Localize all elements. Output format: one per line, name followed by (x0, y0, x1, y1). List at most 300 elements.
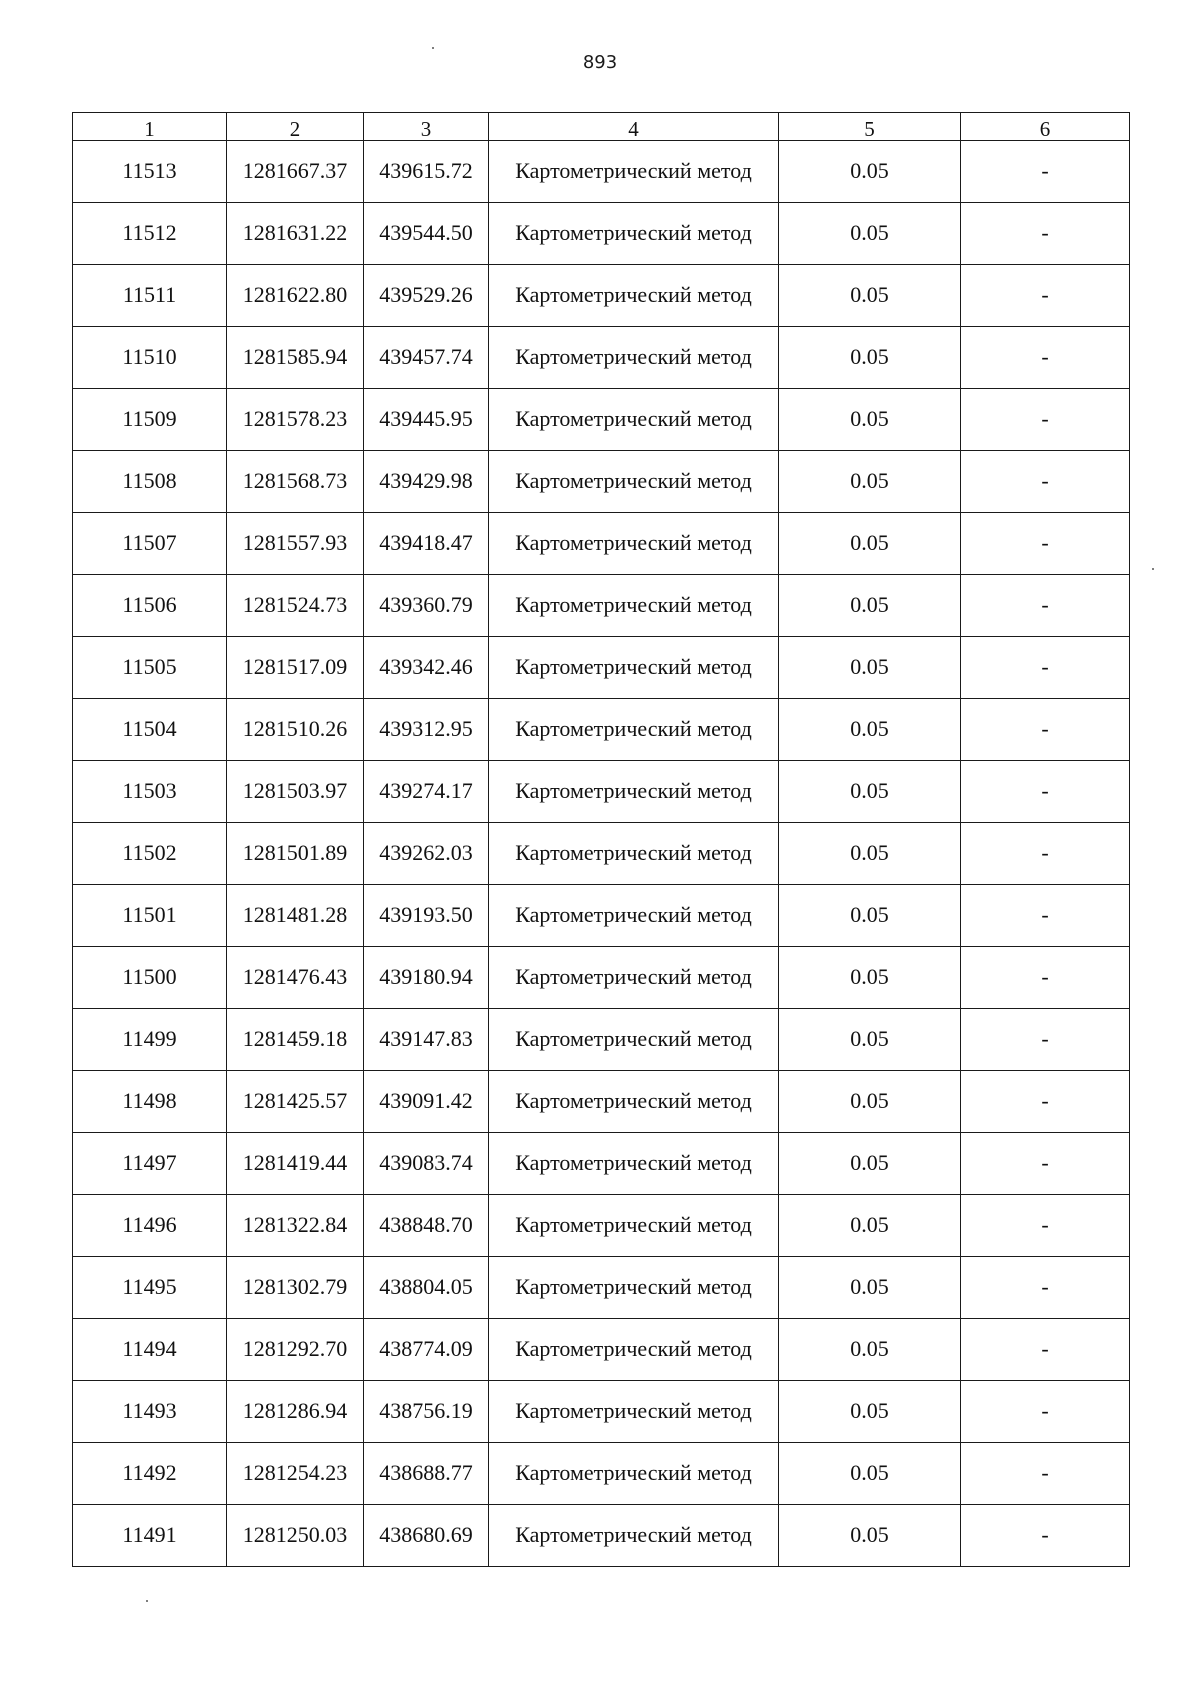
accuracy-cell (779, 761, 961, 823)
cell-text: Картометрический метод (515, 653, 752, 679)
method-cell (489, 885, 779, 947)
cell-text: - (1041, 529, 1049, 555)
cell-text: 1281667.37 (242, 157, 348, 183)
cell-text: 439262.03 (379, 839, 473, 865)
x-coordinate-cell (227, 823, 364, 885)
accuracy-cell (779, 389, 961, 451)
table-row (73, 823, 1130, 885)
cell-text: 11505 (122, 653, 177, 679)
cell-text: Картометрический метод (515, 1149, 752, 1175)
cell-text: Картометрический метод (515, 1335, 752, 1361)
accuracy-cell (779, 823, 961, 885)
accuracy-cell (779, 1257, 961, 1319)
accuracy-cell (779, 1071, 961, 1133)
method-cell (489, 699, 779, 761)
cell-text: Картометрический метод (515, 963, 752, 989)
cell-text: 0.05 (850, 839, 889, 865)
note-cell (961, 1505, 1130, 1567)
table-row (73, 1133, 1130, 1195)
x-coordinate-cell (227, 327, 364, 389)
y-coordinate-cell (364, 823, 489, 885)
cell-text: 0.05 (850, 901, 889, 927)
cell-text: 11494 (122, 1335, 177, 1361)
cell-text: - (1041, 1521, 1049, 1547)
cell-text: 439091.42 (379, 1087, 473, 1113)
note-cell (961, 141, 1130, 203)
x-coordinate-cell (227, 265, 364, 327)
cell-text: - (1041, 1149, 1049, 1175)
table-row (73, 1009, 1130, 1071)
cell-text: - (1041, 1459, 1049, 1485)
y-coordinate-cell (364, 1319, 489, 1381)
accuracy-cell (779, 1009, 961, 1071)
cell-text: 11498 (122, 1087, 177, 1113)
table-row (73, 699, 1130, 761)
cell-text: 11491 (122, 1521, 177, 1547)
table-row (73, 947, 1130, 1009)
cell-text: 0.05 (850, 777, 889, 803)
cell-text: - (1041, 1397, 1049, 1423)
method-cell (489, 513, 779, 575)
cell-text: Картометрический метод (515, 1521, 752, 1547)
cell-text: 1281322.84 (242, 1211, 348, 1237)
cell-text: - (1041, 591, 1049, 617)
x-coordinate-cell (227, 203, 364, 265)
table-row (73, 1505, 1130, 1567)
column-header: 3 (364, 113, 489, 141)
cell-text: 439180.94 (379, 963, 473, 989)
point-number-cell (73, 947, 227, 1009)
point-number-cell (73, 327, 227, 389)
y-coordinate-cell (364, 885, 489, 947)
x-coordinate-cell (227, 451, 364, 513)
cell-text: 0.05 (850, 1273, 889, 1299)
note-cell (961, 1133, 1130, 1195)
table-body (73, 141, 1130, 1567)
cell-text: 11502 (122, 839, 177, 865)
note-cell (961, 513, 1130, 575)
cell-text: - (1041, 839, 1049, 865)
table-row (73, 575, 1130, 637)
point-number-cell (73, 1505, 227, 1567)
method-cell (489, 1071, 779, 1133)
cell-text: 439529.26 (379, 281, 473, 307)
table-row (73, 327, 1130, 389)
cell-text: Картометрический метод (515, 529, 752, 555)
cell-text: Картометрический метод (515, 467, 752, 493)
y-coordinate-cell (364, 1195, 489, 1257)
point-number-cell (73, 637, 227, 699)
cell-text: 0.05 (850, 1087, 889, 1113)
method-cell (489, 637, 779, 699)
method-cell (489, 1195, 779, 1257)
cell-text: 0.05 (850, 653, 889, 679)
x-coordinate-cell (227, 1071, 364, 1133)
x-coordinate-cell (227, 513, 364, 575)
point-number-cell (73, 513, 227, 575)
cell-text: 438774.09 (379, 1335, 473, 1361)
cell-text: 11503 (122, 777, 177, 803)
table-header (73, 113, 1130, 141)
cell-text: 439418.47 (379, 529, 473, 555)
cell-text: 11501 (122, 901, 177, 927)
method-cell (489, 1381, 779, 1443)
cell-text: 11507 (122, 529, 177, 555)
cell-text: Картометрический метод (515, 777, 752, 803)
point-number-cell (73, 1443, 227, 1505)
point-number-cell (73, 1009, 227, 1071)
method-cell (489, 265, 779, 327)
cell-text: 438848.70 (379, 1211, 473, 1237)
y-coordinate-cell (364, 141, 489, 203)
cell-text: 439457.74 (379, 343, 473, 369)
point-number-cell (73, 141, 227, 203)
cell-text: 0.05 (850, 467, 889, 493)
column-header: 4 (489, 113, 779, 141)
x-coordinate-cell (227, 141, 364, 203)
accuracy-cell (779, 1381, 961, 1443)
cell-text: 1281578.23 (242, 405, 348, 431)
y-coordinate-cell (364, 575, 489, 637)
cell-text: 1281254.23 (242, 1459, 348, 1485)
y-coordinate-cell (364, 265, 489, 327)
cell-text: 1281622.80 (242, 281, 348, 307)
accuracy-cell (779, 203, 961, 265)
table-row (73, 1257, 1130, 1319)
x-coordinate-cell (227, 947, 364, 1009)
cell-text: - (1041, 1025, 1049, 1051)
cell-text: 1281419.44 (242, 1149, 348, 1175)
note-cell (961, 1071, 1130, 1133)
point-number-cell (73, 1071, 227, 1133)
scan-speck (1152, 568, 1154, 570)
cell-text: 1281585.94 (242, 343, 348, 369)
method-cell (489, 1009, 779, 1071)
y-coordinate-cell (364, 1381, 489, 1443)
cell-text: 11510 (122, 343, 177, 369)
cell-text: Картометрический метод (515, 591, 752, 617)
cell-text: 438680.69 (379, 1521, 473, 1547)
x-coordinate-cell (227, 389, 364, 451)
table-row (73, 265, 1130, 327)
cell-text: 1281557.93 (242, 529, 348, 555)
method-cell (489, 947, 779, 1009)
cell-text: - (1041, 405, 1049, 431)
x-coordinate-cell (227, 699, 364, 761)
cell-text: Картометрический метод (515, 405, 752, 431)
cell-text: 1281459.18 (242, 1025, 348, 1051)
cell-text: Картометрический метод (515, 281, 752, 307)
cell-text: 438804.05 (379, 1273, 473, 1299)
cell-text: Картометрический метод (515, 1087, 752, 1113)
cell-text: Картометрический метод (515, 1397, 752, 1423)
note-cell (961, 1319, 1130, 1381)
cell-text: 1281501.89 (242, 839, 348, 865)
note-cell (961, 327, 1130, 389)
scan-speck (146, 1600, 148, 1602)
table-row (73, 203, 1130, 265)
x-coordinate-cell (227, 1381, 364, 1443)
method-cell (489, 823, 779, 885)
point-number-cell (73, 761, 227, 823)
cell-text: 0.05 (850, 219, 889, 245)
accuracy-cell (779, 575, 961, 637)
method-cell (489, 1133, 779, 1195)
x-coordinate-cell (227, 1257, 364, 1319)
cell-text: 1281425.57 (242, 1087, 348, 1113)
note-cell (961, 451, 1130, 513)
cell-text: Картометрический метод (515, 219, 752, 245)
table-row (73, 513, 1130, 575)
y-coordinate-cell (364, 1009, 489, 1071)
cell-text: 11496 (122, 1211, 177, 1237)
method-cell (489, 327, 779, 389)
x-coordinate-cell (227, 1443, 364, 1505)
note-cell (961, 823, 1130, 885)
table-row (73, 1319, 1130, 1381)
table-row (73, 637, 1130, 699)
cell-text: - (1041, 281, 1049, 307)
accuracy-cell (779, 1443, 961, 1505)
cell-text: - (1041, 963, 1049, 989)
cell-text: - (1041, 1087, 1049, 1113)
cell-text: 11512 (122, 219, 177, 245)
x-coordinate-cell (227, 761, 364, 823)
cell-text: - (1041, 715, 1049, 741)
cell-text: 11506 (122, 591, 177, 617)
y-coordinate-cell (364, 1505, 489, 1567)
scan-speck (432, 47, 434, 49)
table-row (73, 141, 1130, 203)
cell-text: 0.05 (850, 1521, 889, 1547)
x-coordinate-cell (227, 885, 364, 947)
point-number-cell (73, 451, 227, 513)
method-cell (489, 389, 779, 451)
header-row (73, 113, 1130, 141)
cell-text: 1281476.43 (242, 963, 348, 989)
note-cell (961, 575, 1130, 637)
cell-text: Картометрический метод (515, 901, 752, 927)
cell-text: 11513 (122, 157, 177, 183)
cell-text: - (1041, 653, 1049, 679)
accuracy-cell (779, 451, 961, 513)
cell-text: Картометрический метод (515, 715, 752, 741)
point-number-cell (73, 823, 227, 885)
cell-text: 11495 (122, 1273, 177, 1299)
cell-text: 439312.95 (379, 715, 473, 741)
cell-text: - (1041, 343, 1049, 369)
cell-text: Картометрический метод (515, 157, 752, 183)
x-coordinate-cell (227, 1133, 364, 1195)
cell-text: Картометрический метод (515, 1273, 752, 1299)
accuracy-cell (779, 1195, 961, 1257)
cell-text: 439193.50 (379, 901, 473, 927)
point-number-cell (73, 265, 227, 327)
accuracy-cell (779, 1505, 961, 1567)
note-cell (961, 1195, 1130, 1257)
column-header: 5 (779, 113, 961, 141)
note-cell (961, 1381, 1130, 1443)
cell-text: 11509 (122, 405, 177, 431)
cell-text: 0.05 (850, 963, 889, 989)
cell-text: 1281292.70 (242, 1335, 348, 1361)
accuracy-cell (779, 947, 961, 1009)
y-coordinate-cell (364, 451, 489, 513)
y-coordinate-cell (364, 389, 489, 451)
cell-text: 1281510.26 (242, 715, 348, 741)
cell-text: - (1041, 467, 1049, 493)
y-coordinate-cell (364, 637, 489, 699)
note-cell (961, 885, 1130, 947)
cell-text: 0.05 (850, 1459, 889, 1485)
point-number-cell (73, 1133, 227, 1195)
cell-text: - (1041, 157, 1049, 183)
table-row (73, 389, 1130, 451)
point-number-cell (73, 1257, 227, 1319)
cell-text: 1281503.97 (242, 777, 348, 803)
cell-text: Картометрический метод (515, 1025, 752, 1051)
cell-text: 11504 (122, 715, 177, 741)
method-cell (489, 451, 779, 513)
cell-text: 1281631.22 (242, 219, 348, 245)
note-cell (961, 699, 1130, 761)
method-cell (489, 575, 779, 637)
y-coordinate-cell (364, 699, 489, 761)
note-cell (961, 389, 1130, 451)
cell-text: 0.05 (850, 591, 889, 617)
method-cell (489, 761, 779, 823)
note-cell (961, 1009, 1130, 1071)
table-row (73, 1071, 1130, 1133)
point-number-cell (73, 885, 227, 947)
accuracy-cell (779, 141, 961, 203)
method-cell (489, 1319, 779, 1381)
note-cell (961, 203, 1130, 265)
x-coordinate-cell (227, 1505, 364, 1567)
y-coordinate-cell (364, 327, 489, 389)
cell-text: 439342.46 (379, 653, 473, 679)
note-cell (961, 761, 1130, 823)
cell-text: 1281524.73 (242, 591, 348, 617)
column-header: 2 (227, 113, 364, 141)
cell-text: 1281517.09 (242, 653, 348, 679)
point-number-cell (73, 389, 227, 451)
y-coordinate-cell (364, 947, 489, 1009)
point-number-cell (73, 699, 227, 761)
method-cell (489, 1505, 779, 1567)
cell-text: 0.05 (850, 1211, 889, 1237)
table-row (73, 1381, 1130, 1443)
cell-text: 439083.74 (379, 1149, 473, 1175)
point-number-cell (73, 203, 227, 265)
point-number-cell (73, 1381, 227, 1443)
x-coordinate-cell (227, 1319, 364, 1381)
cell-text: 1281250.03 (242, 1521, 348, 1547)
accuracy-cell (779, 513, 961, 575)
point-number-cell (73, 1319, 227, 1381)
accuracy-cell (779, 265, 961, 327)
cell-text: 439445.95 (379, 405, 473, 431)
method-cell (489, 1443, 779, 1505)
cell-text: Картометрический метод (515, 343, 752, 369)
method-cell (489, 1257, 779, 1319)
cell-text: - (1041, 219, 1049, 245)
cell-text: Картометрический метод (515, 1459, 752, 1485)
x-coordinate-cell (227, 1009, 364, 1071)
cell-text: 1281568.73 (242, 467, 348, 493)
accuracy-cell (779, 699, 961, 761)
note-cell (961, 637, 1130, 699)
accuracy-cell (779, 1319, 961, 1381)
cell-text: Картометрический метод (515, 1211, 752, 1237)
cell-text: 11508 (122, 467, 177, 493)
accuracy-cell (779, 1133, 961, 1195)
x-coordinate-cell (227, 1195, 364, 1257)
column-header: 6 (961, 113, 1130, 141)
table-row (73, 1195, 1130, 1257)
y-coordinate-cell (364, 1133, 489, 1195)
note-cell (961, 265, 1130, 327)
cell-text: 11493 (122, 1397, 177, 1423)
cell-text: 0.05 (850, 405, 889, 431)
cell-text: 11511 (122, 281, 177, 307)
cell-text: 1281302.79 (242, 1273, 348, 1299)
cell-text: 0.05 (850, 157, 889, 183)
note-cell (961, 1443, 1130, 1505)
method-cell (489, 203, 779, 265)
cell-text: 0.05 (850, 1397, 889, 1423)
cell-text: - (1041, 777, 1049, 803)
cell-text: - (1041, 901, 1049, 927)
y-coordinate-cell (364, 1257, 489, 1319)
cell-text: 1281286.94 (242, 1397, 348, 1423)
cell-text: 0.05 (850, 1149, 889, 1175)
cell-text: 439274.17 (379, 777, 473, 803)
table-row (73, 761, 1130, 823)
cell-text: 1281481.28 (242, 901, 348, 927)
cell-text: 0.05 (850, 715, 889, 741)
cell-text: 11500 (122, 963, 177, 989)
accuracy-cell (779, 637, 961, 699)
y-coordinate-cell (364, 513, 489, 575)
cell-text: 439147.83 (379, 1025, 473, 1051)
y-coordinate-cell (364, 761, 489, 823)
x-coordinate-cell (227, 575, 364, 637)
column-header: 1 (73, 113, 227, 141)
method-cell (489, 141, 779, 203)
cell-text: 0.05 (850, 1335, 889, 1361)
cell-text: Картометрический метод (515, 839, 752, 865)
cell-text: 0.05 (850, 281, 889, 307)
point-number-cell (73, 575, 227, 637)
cell-text: 438688.77 (379, 1459, 473, 1485)
table-row (73, 1443, 1130, 1505)
cell-text: 11492 (122, 1459, 177, 1485)
table-row (73, 885, 1130, 947)
cell-text: 439544.50 (379, 219, 473, 245)
cell-text: 11499 (122, 1025, 177, 1051)
note-cell (961, 1257, 1130, 1319)
accuracy-cell (779, 327, 961, 389)
coordinates-table (72, 112, 1130, 1567)
cell-text: 439360.79 (379, 591, 473, 617)
y-coordinate-cell (364, 1443, 489, 1505)
cell-text: - (1041, 1335, 1049, 1361)
accuracy-cell (779, 885, 961, 947)
cell-text: 439429.98 (379, 467, 473, 493)
cell-text: - (1041, 1273, 1049, 1299)
cell-text: 0.05 (850, 1025, 889, 1051)
